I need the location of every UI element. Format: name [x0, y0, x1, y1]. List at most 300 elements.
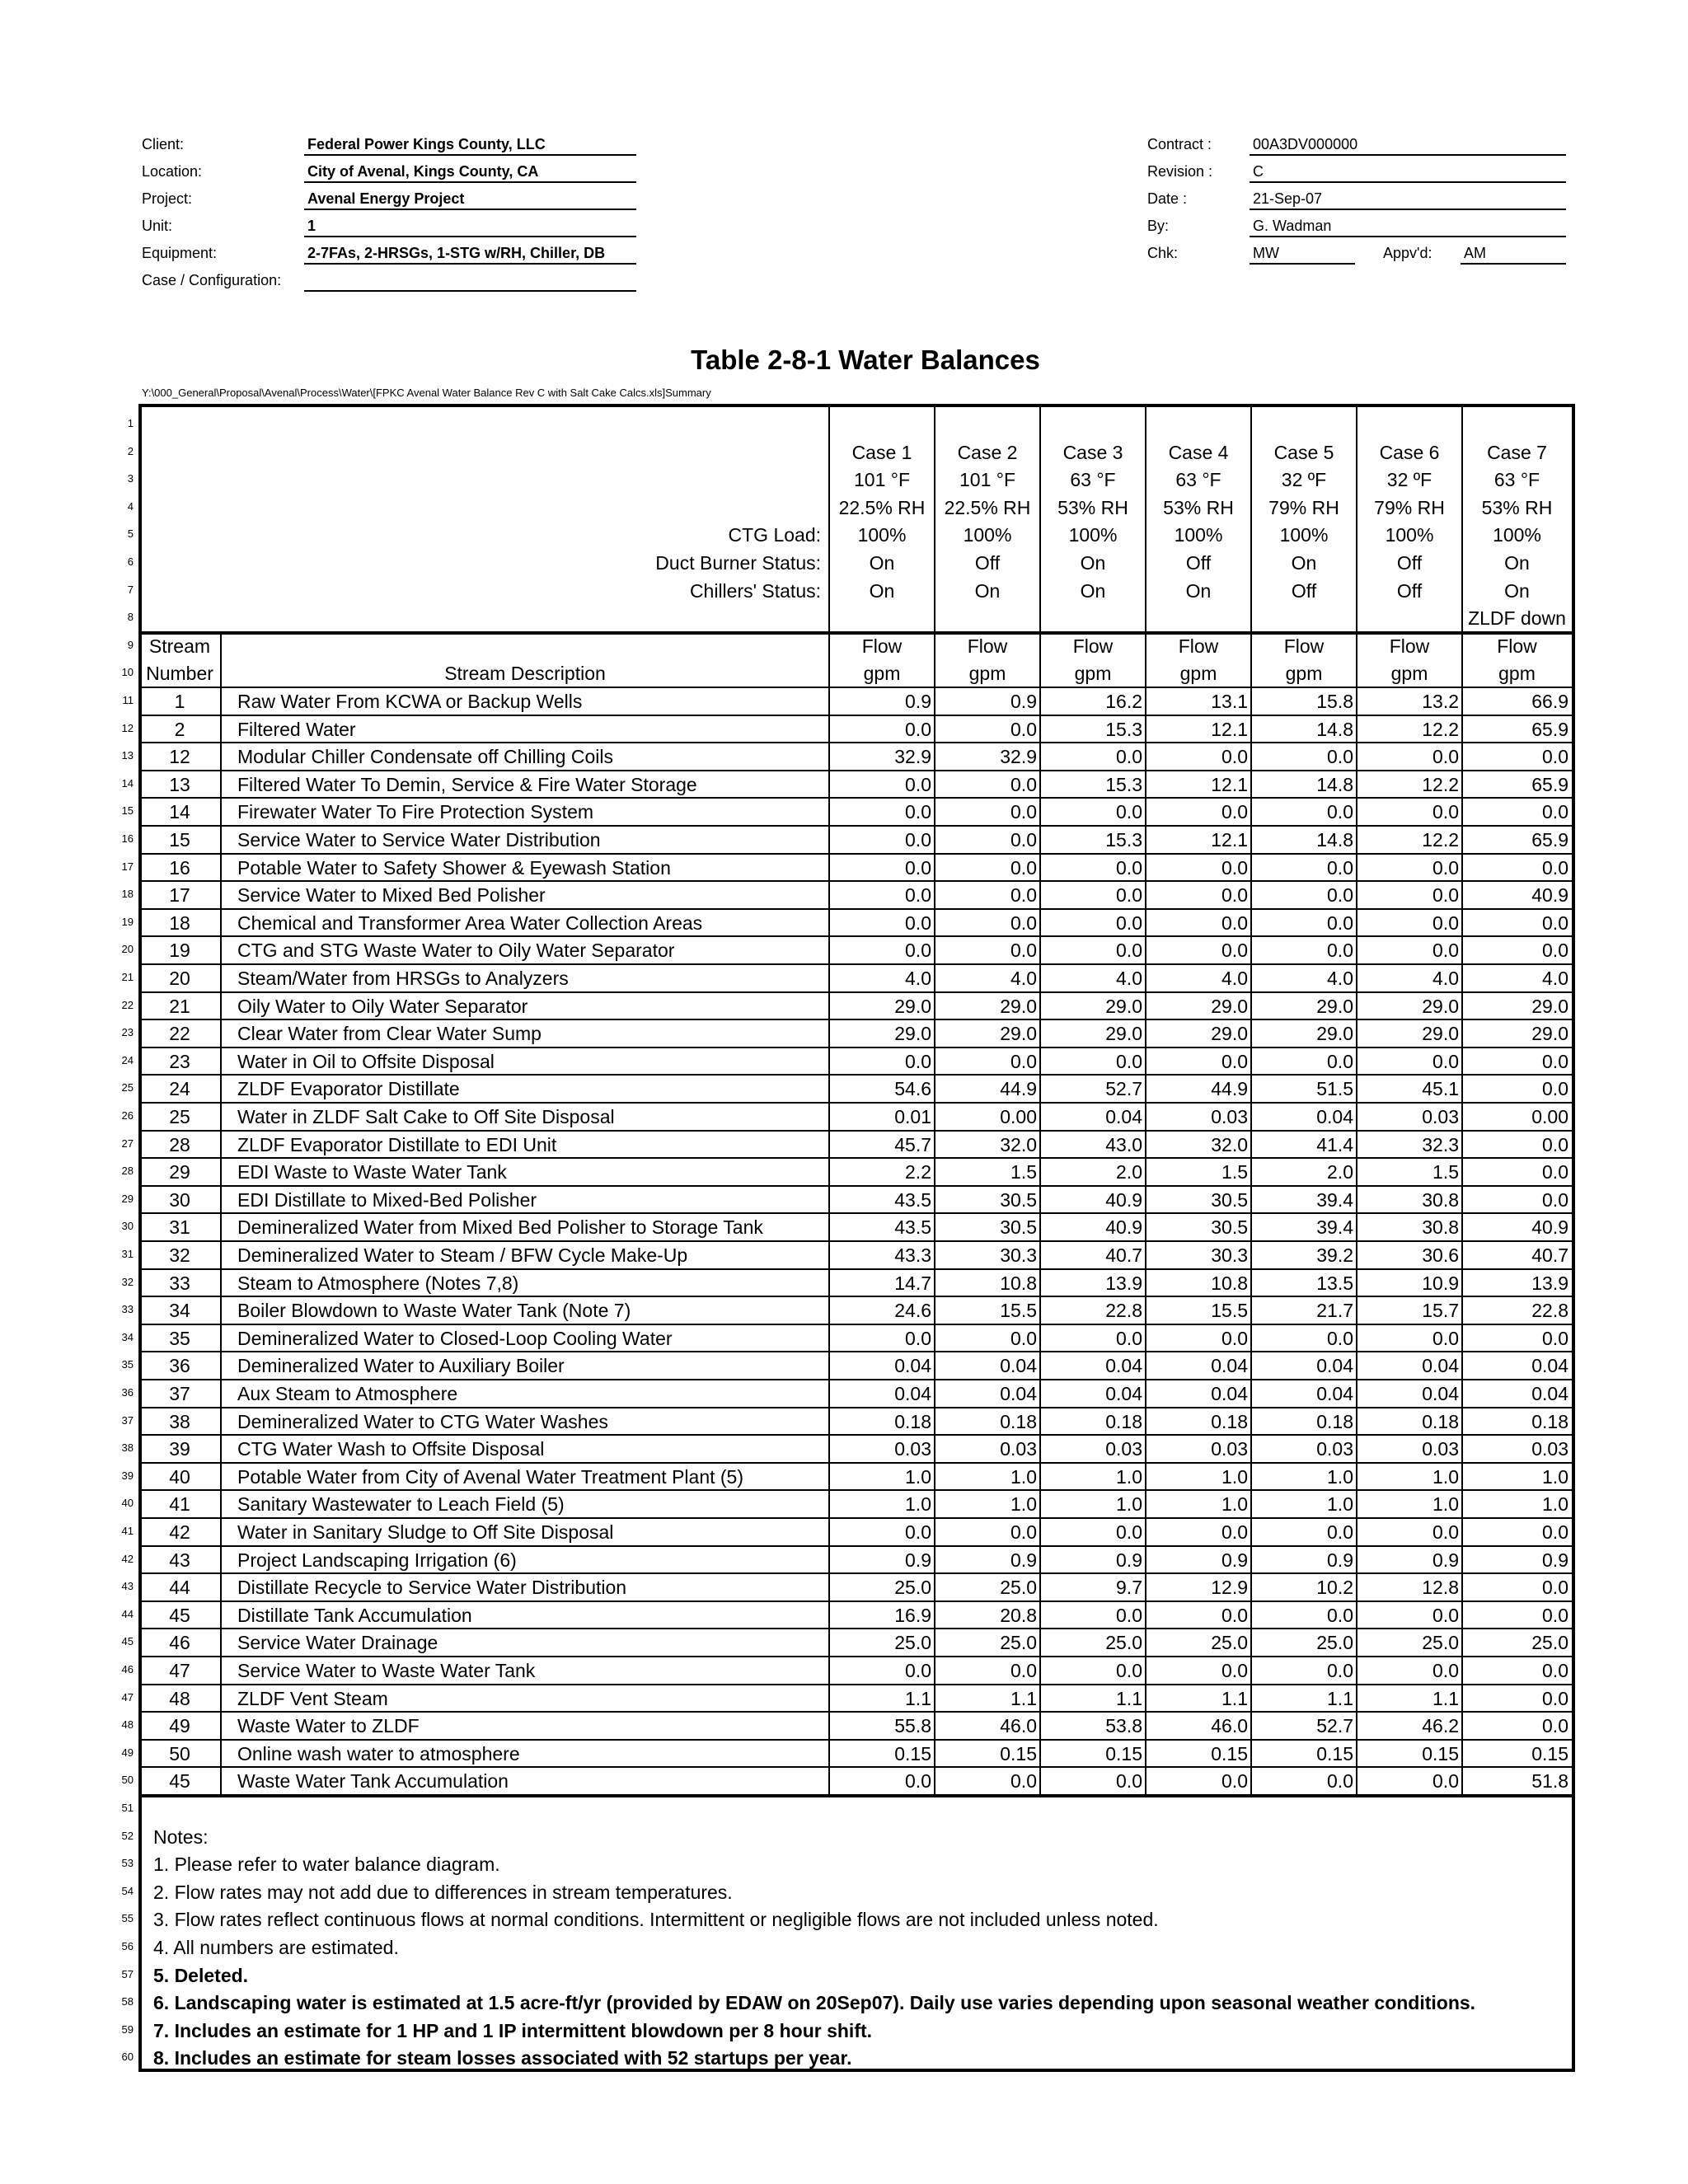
case-duct: Off	[1396, 552, 1423, 574]
stream-number: 36	[169, 1355, 190, 1377]
flow-value: 0.04	[1531, 1355, 1568, 1377]
row-number: 34	[121, 1330, 134, 1343]
stream-number: 48	[169, 1687, 190, 1709]
flow-value: 0.0	[1010, 1521, 1037, 1543]
approved-label: Appv'd:	[1383, 245, 1432, 261]
flow-value: 0.0	[1221, 1521, 1248, 1543]
row-rule	[138, 1212, 1572, 1214]
row-number: 58	[121, 1995, 134, 2008]
stream-number: 16	[169, 856, 190, 879]
flow-value: 0.0	[1432, 1660, 1459, 1681]
header-value: 21-Sep-07	[1250, 190, 1566, 210]
row-rule	[138, 1185, 1572, 1187]
case-temp: 101 °F	[959, 469, 1015, 491]
flow-value: 13.9	[1105, 1272, 1142, 1294]
flow-value: 0.0	[1221, 1770, 1248, 1793]
flow-value: 0.01	[894, 1106, 931, 1127]
flow-value: 0.0	[1221, 1604, 1248, 1626]
flow-value: 0.04	[1316, 1106, 1353, 1127]
flow-value: 0.0	[1010, 884, 1037, 907]
flow-value: 0.04	[1531, 1383, 1568, 1404]
flow-value: 0.0	[1221, 1660, 1248, 1681]
row-number: 60	[121, 2050, 134, 2064]
flow-value: 29.0	[1422, 1023, 1459, 1045]
flow-value: 44.9	[1000, 1078, 1037, 1100]
flow-value: 1.1	[1221, 1687, 1248, 1709]
flow-value: 0.03	[1422, 1106, 1459, 1127]
flow-value: 2.2	[905, 1161, 931, 1183]
row-rule	[138, 880, 1572, 882]
row-number: 49	[121, 1746, 134, 1759]
flow-value: 1.0	[1010, 1493, 1037, 1516]
case-extra: ZLDF down	[1468, 607, 1566, 630]
case-unit: gpm	[863, 663, 901, 685]
case-name: Case 7	[1487, 441, 1547, 463]
flow-value: 29.0	[894, 1023, 931, 1045]
case-name: Case 2	[957, 441, 1018, 463]
stream-number: 18	[169, 912, 190, 934]
header-label: By:	[1147, 218, 1170, 234]
flow-value: 29.0	[1000, 1023, 1037, 1045]
flow-value: 0.0	[1327, 801, 1353, 823]
row-number: 4	[127, 499, 134, 513]
flow-value: 1.5	[1221, 1161, 1248, 1183]
flow-value: 0.0	[1010, 829, 1037, 851]
flow-value: 0.0	[1432, 1521, 1459, 1543]
row-number: 20	[121, 943, 134, 956]
row-rule	[138, 1684, 1572, 1685]
flow-value: 0.0	[1542, 1715, 1568, 1737]
row-number: 28	[121, 1165, 134, 1178]
case-chillers: On	[1080, 579, 1106, 602]
case-chillers: On	[974, 579, 1001, 602]
case-flow: Flow	[1389, 635, 1430, 657]
flow-value: 39.4	[1316, 1188, 1353, 1211]
flow-value: 0.0	[1116, 1770, 1142, 1793]
stream-number: 13	[169, 773, 190, 795]
flow-value: 1.0	[905, 1465, 931, 1488]
stream-description: Demineralized Water to Steam / BFW Cycle Make-Up	[237, 1244, 688, 1266]
case-duct: Off	[974, 552, 1001, 574]
note-line: 8. Includes an estimate for steam losses associated with 52 startups per year.	[153, 2047, 852, 2069]
case-ctg: 100%	[1279, 524, 1329, 546]
case-duct: On	[1080, 552, 1106, 574]
flow-value: 0.0	[1432, 1770, 1459, 1793]
flow-value: 0.0	[1116, 1521, 1142, 1543]
flow-value: 0.0	[1327, 856, 1353, 879]
flow-value: 0.0	[905, 1327, 931, 1349]
row-number: 45	[121, 1635, 134, 1648]
flow-value: 0.0	[1327, 912, 1353, 934]
flow-value: 4.0	[1542, 968, 1568, 989]
row-number: 54	[121, 1884, 134, 1897]
flow-value: 0.0	[1432, 1050, 1459, 1072]
flow-value: 0.04	[1105, 1106, 1142, 1127]
row-rule	[138, 1351, 1572, 1352]
case-unit: gpm	[1498, 663, 1536, 685]
flow-value: 10.8	[1211, 1272, 1248, 1294]
row-number: 40	[121, 1497, 134, 1510]
row-rule	[138, 1628, 1572, 1629]
flow-value: 29.0	[1000, 995, 1037, 1017]
flow-value: 0.0	[1010, 1770, 1037, 1793]
header-label: Chk:	[1147, 245, 1179, 261]
flow-value: 0.0	[905, 718, 931, 740]
flow-value: 0.0	[1116, 1050, 1142, 1072]
flow-value: 0.0	[1221, 746, 1248, 768]
stream-description: Service Water Drainage	[237, 1632, 438, 1654]
flow-value: 1.0	[1221, 1465, 1248, 1488]
flow-value: 0.0	[1010, 1050, 1037, 1072]
stream-description: Water in Sanitary Sludge to Off Site Disposal	[237, 1521, 614, 1543]
flow-value: 0.0	[905, 856, 931, 879]
case-flow: Flow	[861, 635, 903, 657]
row-rule	[138, 1545, 1572, 1547]
flow-value: 0.9	[905, 691, 931, 712]
flow-value: 46.2	[1422, 1715, 1459, 1737]
flow-value: 1.0	[1542, 1493, 1568, 1516]
flow-value: 0.0	[1221, 1050, 1248, 1072]
flow-value: 15.7	[1422, 1300, 1459, 1322]
flow-value: 54.6	[894, 1078, 931, 1100]
flow-value: 0.0	[1542, 856, 1568, 879]
flow-value: 0.04	[1000, 1355, 1037, 1377]
flow-value: 43.0	[1105, 1133, 1142, 1155]
header-label: Location:	[142, 163, 203, 180]
stream-number: 2	[174, 718, 185, 740]
stream-number: 43	[169, 1549, 190, 1571]
flow-value: 0.0	[1542, 912, 1568, 934]
flow-value: 0.04	[1000, 1383, 1037, 1404]
row-number: 2	[127, 444, 134, 457]
stream-description: Demineralized Water to CTG Water Washes	[237, 1410, 608, 1432]
flow-value: 0.03	[1105, 1438, 1142, 1460]
flow-value: 25.0	[1531, 1632, 1568, 1654]
stream-description: Online wash water to atmosphere	[237, 1742, 520, 1765]
flow-value: 0.0	[1116, 1660, 1142, 1681]
flow-value: 66.9	[1531, 691, 1568, 712]
approved-value: AM	[1461, 244, 1566, 265]
row-rule	[138, 1324, 1572, 1325]
stream-description: Modular Chiller Condensate off Chilling Coils	[237, 746, 613, 768]
case-chillers: On	[1185, 579, 1212, 602]
row-number: 25	[121, 1081, 134, 1094]
stream-number: 35	[169, 1327, 190, 1349]
flow-value: 41.4	[1316, 1133, 1353, 1155]
row-number: 53	[121, 1857, 134, 1870]
flow-value: 29.0	[1316, 1023, 1353, 1045]
stream-description: CTG Water Wash to Offsite Disposal	[237, 1438, 545, 1460]
header-label: Contract :	[1147, 136, 1212, 152]
flow-value: 0.0	[1116, 801, 1142, 823]
flow-value: 10.8	[1000, 1272, 1037, 1294]
flow-value: 0.0	[1432, 801, 1459, 823]
flow-value: 52.7	[1316, 1715, 1353, 1737]
flow-value: 0.0	[1432, 940, 1459, 962]
case-temp: 32 ºF	[1281, 469, 1327, 491]
row-rule	[138, 687, 1572, 688]
stream-description: Oily Water to Oily Water Separator	[237, 995, 528, 1017]
flow-value: 15.3	[1105, 773, 1142, 795]
flow-value: 0.0	[1432, 856, 1459, 879]
case-temp: 63 °F	[1070, 469, 1116, 491]
stream-description: Water in Oil to Offsite Disposal	[237, 1050, 495, 1072]
column-divider	[1356, 404, 1357, 1795]
flow-value: 32.0	[1000, 1133, 1037, 1155]
flow-value: 1.1	[1327, 1687, 1353, 1709]
note-line: 7. Includes an estimate for 1 HP and 1 IP intermittent blowdown per 8 hour shift.	[153, 2019, 873, 2041]
case-temp: 63 °F	[1175, 469, 1221, 491]
stream-number: 24	[169, 1078, 190, 1100]
flow-value: 0.0	[905, 884, 931, 907]
row-number: 6	[127, 555, 134, 568]
column-divider	[1461, 404, 1463, 1795]
case-unit: gpm	[1390, 663, 1428, 685]
flow-value: 12.1	[1211, 718, 1248, 740]
flow-value: 15.3	[1105, 718, 1142, 740]
stream-number: 44	[169, 1577, 190, 1599]
stream-description: Firewater Water To Fire Protection System	[237, 801, 594, 823]
flow-value: 0.0	[1010, 1660, 1037, 1681]
flow-value: 1.5	[1432, 1161, 1459, 1183]
flow-value: 25.0	[1105, 1632, 1142, 1654]
row-number: 39	[121, 1469, 134, 1482]
row-rule	[138, 1656, 1572, 1657]
flow-value: 30.5	[1000, 1216, 1037, 1239]
flow-value: 0.9	[1010, 691, 1037, 712]
flow-value: 1.0	[1327, 1465, 1353, 1488]
stream-number: 29	[169, 1161, 190, 1183]
row-rule	[138, 715, 1572, 716]
row-number: 48	[121, 1718, 134, 1732]
case-flow: Flow	[967, 635, 1008, 657]
flow-value: 0.9	[1327, 1549, 1353, 1571]
stream-description: EDI Waste to Waste Water Tank	[237, 1161, 507, 1183]
flow-value: 1.0	[1010, 1465, 1037, 1488]
flow-value: 30.5	[1211, 1188, 1248, 1211]
row-number: 29	[121, 1192, 134, 1205]
stream-description: Potable Water to Safety Shower & Eyewash Station	[237, 856, 671, 879]
stream-description: Service Water to Waste Water Tank	[237, 1660, 536, 1681]
row-number: 9	[127, 638, 134, 651]
stream-number: 25	[169, 1106, 190, 1127]
stream-description: ZLDF Evaporator Distillate to EDI Unit	[237, 1133, 557, 1155]
flow-value: 51.8	[1531, 1770, 1568, 1793]
stream-number: 21	[169, 995, 190, 1017]
case-unit: gpm	[1074, 663, 1112, 685]
header-label: Revision :	[1147, 163, 1213, 180]
flow-value: 40.7	[1105, 1244, 1142, 1266]
flow-value: 16.9	[894, 1604, 931, 1626]
flow-value: 0.00	[1000, 1106, 1037, 1127]
row-number: 51	[121, 1802, 134, 1814]
stream-description: CTG and STG Waste Water to Oily Water Separator	[237, 940, 675, 962]
row-rule	[138, 1240, 1572, 1242]
case-name: Case 1	[851, 441, 912, 463]
column-divider	[1039, 404, 1041, 1795]
stream-number: 40	[169, 1465, 190, 1488]
flow-value: 0.9	[1221, 1549, 1248, 1571]
row-rule	[138, 770, 1572, 771]
flow-value: 0.0	[1327, 1660, 1353, 1681]
row-number: 12	[121, 721, 134, 734]
row-rule	[138, 991, 1572, 993]
flow-value: 0.0	[1327, 1604, 1353, 1626]
flow-value: 1.0	[905, 1493, 931, 1516]
row-number: 38	[121, 1441, 134, 1455]
flow-value: 0.0	[1010, 940, 1037, 962]
stream-number: 34	[169, 1300, 190, 1322]
flow-value: 0.0	[1116, 940, 1142, 962]
case-rh: 79% RH	[1374, 496, 1445, 518]
flow-value: 4.0	[1116, 968, 1142, 989]
row-number: 31	[121, 1248, 134, 1260]
flow-value: 2.0	[1116, 1161, 1142, 1183]
flow-value: 0.04	[1211, 1383, 1248, 1404]
flow-value: 0.0	[1327, 884, 1353, 907]
row-number: 7	[127, 583, 134, 596]
flow-value: 55.8	[894, 1715, 931, 1737]
flow-value: 24.6	[894, 1300, 931, 1322]
stream-number: 15	[169, 829, 190, 851]
case-temp: 63 °F	[1493, 469, 1540, 491]
flow-value: 12.9	[1211, 1577, 1248, 1599]
flow-value: 0.15	[1422, 1742, 1459, 1765]
stream-number: 31	[169, 1216, 190, 1239]
flow-value: 10.2	[1316, 1577, 1353, 1599]
case-chillers: Off	[1396, 579, 1423, 602]
header-value: C	[1250, 162, 1566, 183]
flow-value: 0.0	[905, 801, 931, 823]
flow-value: 0.18	[1105, 1410, 1142, 1432]
case-chillers: On	[1504, 579, 1530, 602]
flow-value: 29.0	[1211, 995, 1248, 1017]
stream-number: 45	[169, 1770, 190, 1793]
row-rule	[138, 1572, 1572, 1574]
flow-value: 25.0	[894, 1577, 931, 1599]
condition-label: Duct Burner Status:	[655, 552, 821, 574]
flow-value: 1.0	[1542, 1465, 1568, 1488]
flow-value: 13.1	[1211, 691, 1248, 712]
stream-description: Filtered Water	[237, 718, 356, 740]
flow-value: 45.1	[1422, 1078, 1459, 1100]
flow-value: 0.04	[1105, 1355, 1142, 1377]
flow-value: 39.4	[1316, 1216, 1353, 1239]
flow-value: 0.03	[1316, 1438, 1353, 1460]
case-rh: 22.5% RH	[838, 496, 926, 518]
header-label: Project:	[142, 190, 193, 207]
row-rule	[138, 1766, 1572, 1768]
flow-value: 0.04	[894, 1383, 931, 1404]
flow-value: 46.0	[1211, 1715, 1248, 1737]
flow-value: 0.18	[894, 1410, 931, 1432]
stream-header: Number	[146, 663, 213, 685]
flow-value: 0.0	[1010, 912, 1037, 934]
flow-value: 0.15	[1105, 1742, 1142, 1765]
column-divider	[1145, 404, 1146, 1795]
row-number: 3	[127, 472, 134, 485]
flow-value: 0.03	[1000, 1438, 1037, 1460]
flow-value: 0.0	[1432, 1604, 1459, 1626]
flow-value: 40.9	[1531, 884, 1568, 907]
note-line: Notes:	[153, 1825, 209, 1848]
flow-value: 9.7	[1116, 1577, 1142, 1599]
flow-value: 0.0	[905, 912, 931, 934]
flow-value: 14.7	[894, 1272, 931, 1294]
row-number: 11	[122, 694, 134, 706]
flow-value: 30.5	[1211, 1216, 1248, 1239]
flow-value: 30.6	[1422, 1244, 1459, 1266]
stream-description: EDI Distillate to Mixed-Bed Polisher	[237, 1188, 537, 1211]
flow-value: 0.9	[1542, 1549, 1568, 1571]
flow-value: 1.0	[1432, 1493, 1459, 1516]
flow-value: 0.03	[1531, 1438, 1568, 1460]
flow-value: 25.0	[1000, 1577, 1037, 1599]
case-duct: On	[1504, 552, 1530, 574]
flow-value: 4.0	[1327, 968, 1353, 989]
flow-value: 29.0	[1531, 995, 1568, 1017]
stream-description: Distillate Recycle to Service Water Distribution	[237, 1577, 627, 1599]
row-rule	[138, 935, 1572, 937]
stream-description: Water in ZLDF Salt Cake to Off Site Disposal	[237, 1106, 615, 1127]
flow-value: 1.1	[1432, 1687, 1459, 1709]
flow-value: 0.9	[1116, 1549, 1142, 1571]
flow-value: 0.18	[1211, 1410, 1248, 1432]
flow-value: 13.2	[1422, 691, 1459, 712]
flow-value: 29.0	[1316, 995, 1353, 1017]
flow-value: 0.9	[1010, 1549, 1037, 1571]
header-value	[304, 271, 636, 292]
flow-value: 1.0	[1327, 1493, 1353, 1516]
flow-value: 0.0	[1010, 718, 1037, 740]
flow-value: 0.0	[1542, 1660, 1568, 1681]
row-number: 33	[121, 1303, 134, 1316]
stream-description: Demineralized Water to Auxiliary Boiler	[237, 1355, 565, 1377]
row-rule	[138, 1130, 1572, 1132]
row-number: 50	[121, 1774, 134, 1787]
stream-number: 30	[169, 1188, 190, 1211]
flow-value: 0.0	[1221, 1327, 1248, 1349]
case-chillers: Off	[1291, 579, 1317, 602]
flow-value: 0.9	[1432, 1549, 1459, 1571]
row-rule	[138, 1047, 1572, 1048]
case-duct: On	[1291, 552, 1317, 574]
header-label: Client:	[142, 136, 185, 152]
case-name: Case 3	[1062, 441, 1123, 463]
flow-value: 46.0	[1000, 1715, 1037, 1737]
flow-value: 0.0	[1542, 1161, 1568, 1183]
row-number: 55	[121, 1912, 134, 1925]
flow-value: 0.0	[1542, 1188, 1568, 1211]
row-number: 59	[121, 2022, 134, 2036]
flow-value: 0.0	[1116, 912, 1142, 934]
stream-number: 19	[169, 940, 190, 962]
flow-value: 1.1	[1010, 1687, 1037, 1709]
flow-value: 0.0	[1542, 1577, 1568, 1599]
flow-value: 0.0	[1327, 1521, 1353, 1543]
row-rule	[138, 1157, 1572, 1159]
case-ctg: 100%	[963, 524, 1012, 546]
flow-value: 12.2	[1422, 829, 1459, 851]
row-rule	[138, 1074, 1572, 1076]
flow-value: 0.04	[1422, 1383, 1459, 1404]
stream-number: 39	[169, 1438, 190, 1460]
row-number: 57	[121, 1967, 134, 1980]
stream-number: 38	[169, 1410, 190, 1432]
flow-value: 52.7	[1105, 1078, 1142, 1100]
stream-description: Potable Water from City of Avenal Water Treatment Plant (5)	[237, 1465, 744, 1488]
case-ctg: 100%	[1493, 524, 1541, 546]
